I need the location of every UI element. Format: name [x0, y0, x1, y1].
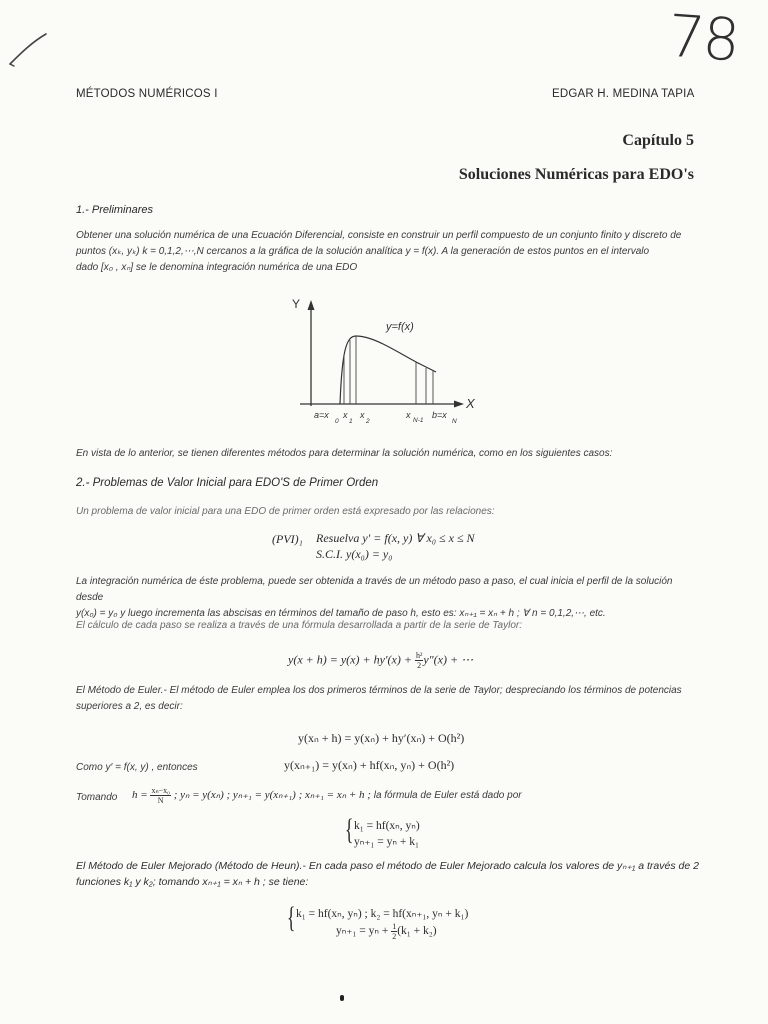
tick-x1-sub: 1	[349, 418, 353, 425]
heun-line-2: funciones k₁ y k₂; tomando xₙ₊₁ = xₙ + h ; se tiene:	[76, 876, 309, 888]
pvi-condition: S.C.I. y(x₀) = y₀	[316, 547, 393, 561]
y-axis-label: Y	[292, 297, 301, 311]
tick-a: a=x	[314, 410, 329, 420]
chapter-title: Soluciones Numéricas para EDO's	[458, 166, 694, 183]
euler-line-1: El Método de Euler.- El método de Euler emplea los dos primeros términos de la serie de Taylor; despreciando los términos de potencias	[76, 685, 682, 696]
tick-a-sub: 0	[335, 418, 339, 425]
section-pvi-title: 2.- Problemas de Valor Inicial para EDO'S de Primer Orden	[76, 477, 379, 489]
preliminares-line-1: Obtener una solución numérica de una Ecuación Diferencial, consiste en construir un perfil compuesto de un conjunto finito y discreto de	[76, 230, 682, 241]
euler-taylor-equation: y(xₙ + h) = y(xₙ) + hy′(xₙ) + O(h²)	[298, 731, 465, 745]
integration-figure	[280, 292, 520, 434]
pencil-check-mark	[6, 30, 50, 70]
euler-equation: y(xₙ₊₁) = y(xₙ) + hf(xₙ, yₙ) + O(h²)	[284, 758, 455, 772]
tick-b: b=x	[432, 410, 447, 420]
taylor-intro: El cálculo de cada paso se realiza a través de una fórmula desarrollada a partir de la serie de Taylor:	[76, 620, 522, 631]
euler-como-label: Como y′ = f(x, y) , entonces	[76, 762, 198, 773]
chapter-number: Capítulo 5	[622, 132, 694, 149]
taylor-equation	[288, 651, 473, 670]
heun-update-lhs: yₙ₊₁ = yₙ +	[336, 925, 392, 938]
tomando-frac-top: xₙ−x₀	[151, 786, 170, 795]
integration-line-1: La integración numérica de éste problema, puede ser obtenida a través de un método paso a paso, el cual inicia el perfil de la solución desde	[76, 576, 673, 603]
heun-update-rhs: (k₁ + k₂)	[397, 925, 437, 938]
euler-update: yₙ₊₁ = yₙ + k₁	[354, 836, 419, 848]
tomando-h: h =	[132, 789, 151, 802]
pvi-intro: Un problema de valor inicial para una EDO de primer orden está expresado por las relaciones:	[76, 506, 495, 517]
preliminares-paragraph	[76, 228, 700, 276]
heun-k-values: k₁ = hf(xₙ, yₙ) ; k₂ = hf(xₙ₊₁, yₙ + k₁)	[296, 908, 469, 920]
tick-x2-sub: 2	[366, 418, 370, 425]
preliminares-line-2: puntos (xₖ, yₖ) k = 0,1,2,⋯,N cercanos a la gráfica de la solución analítica y = f(x). A la generación de estos puntos en el intervalo	[76, 246, 650, 257]
euler-system	[342, 813, 502, 852]
x-axis-arrow	[454, 401, 464, 408]
heun-frac-top: 1	[392, 922, 397, 931]
section-preliminares-title: 1.- Preliminares	[76, 204, 154, 216]
heun-frac-bot: 2	[392, 932, 397, 941]
after-figure-text: En vista de lo anterior, se tienen diferentes métodos para determinar la solución numérica, como en los siguientes casos:	[76, 448, 613, 459]
euler-k1: k₁ = hf(xₙ, yₙ)	[354, 820, 420, 832]
pvi-equation: Resuelva y′ = f(x, y) ∀ x₀ ≤ x ≤ N	[316, 531, 475, 545]
integration-line-2: y(x₀) = y₀ y luego incrementa las abscisas en términos del tamaño de paso h, esto es: xₙ₊₁ = xₙ + h ; ∀ n = 0,1,2,⋯, etc.	[76, 608, 606, 619]
integration-paragraph	[76, 574, 700, 622]
taylor-lhs: y(x + h) = y(x) + hy′(x) +	[288, 652, 415, 667]
euler-paragraph	[76, 683, 700, 715]
heun-update	[336, 922, 437, 941]
solution-curve	[340, 336, 436, 404]
preliminares-line-3: dado [x₀ , xₙ] se le denomina integración numérica de una EDO	[76, 262, 358, 273]
euler-line-2: superiores a 2, es decir:	[76, 701, 183, 712]
page-mark	[340, 995, 344, 1001]
taylor-frac-top: h²	[415, 651, 423, 660]
heun-paragraph	[76, 858, 700, 890]
tomando-fraction	[150, 786, 171, 805]
tick-x1: x	[343, 410, 348, 420]
tick-xn-1-sub: N-1	[413, 417, 424, 424]
euler-brace: {	[344, 813, 354, 846]
tick-xn-1: x	[406, 410, 411, 420]
pvi-label: (PVI)₁	[272, 532, 303, 546]
tomando-frac-bot: N	[157, 796, 164, 805]
tick-b-sub: N	[452, 418, 457, 425]
heun-line-1: El Método de Euler Mejorado (Método de Heun).- En cada paso el método de Euler Mejorado calcula los valores de yₙ₊₁ a través de 2	[76, 860, 699, 872]
euler-tomando-label: Tomando	[76, 792, 118, 803]
curve-label: y=f(x)	[386, 321, 414, 333]
taylor-frac-bot: 2	[417, 661, 422, 670]
x-axis-label: X	[466, 396, 475, 411]
heun-system	[284, 901, 524, 942]
tick-x2: x	[360, 410, 365, 420]
heun-brace: {	[286, 901, 296, 934]
handwritten-page-number: 78	[665, 1, 741, 75]
tomando-tail: la fórmula de Euler está dado por	[370, 790, 522, 802]
tomando-rest: ; yₙ = y(xₙ) ; yₙ₊₁ = y(xₙ₊₁) ; xₙ₊₁ = xₙ + h ;	[170, 789, 371, 802]
euler-tomando-definitions	[132, 786, 522, 805]
header-course: MÉTODOS NUMÉRICOS I	[76, 88, 218, 100]
header-author: EDGAR H. MEDINA TAPIA	[552, 88, 695, 100]
taylor-rhs: y″(x) + ⋯	[423, 652, 474, 667]
y-axis-arrow	[308, 300, 315, 310]
